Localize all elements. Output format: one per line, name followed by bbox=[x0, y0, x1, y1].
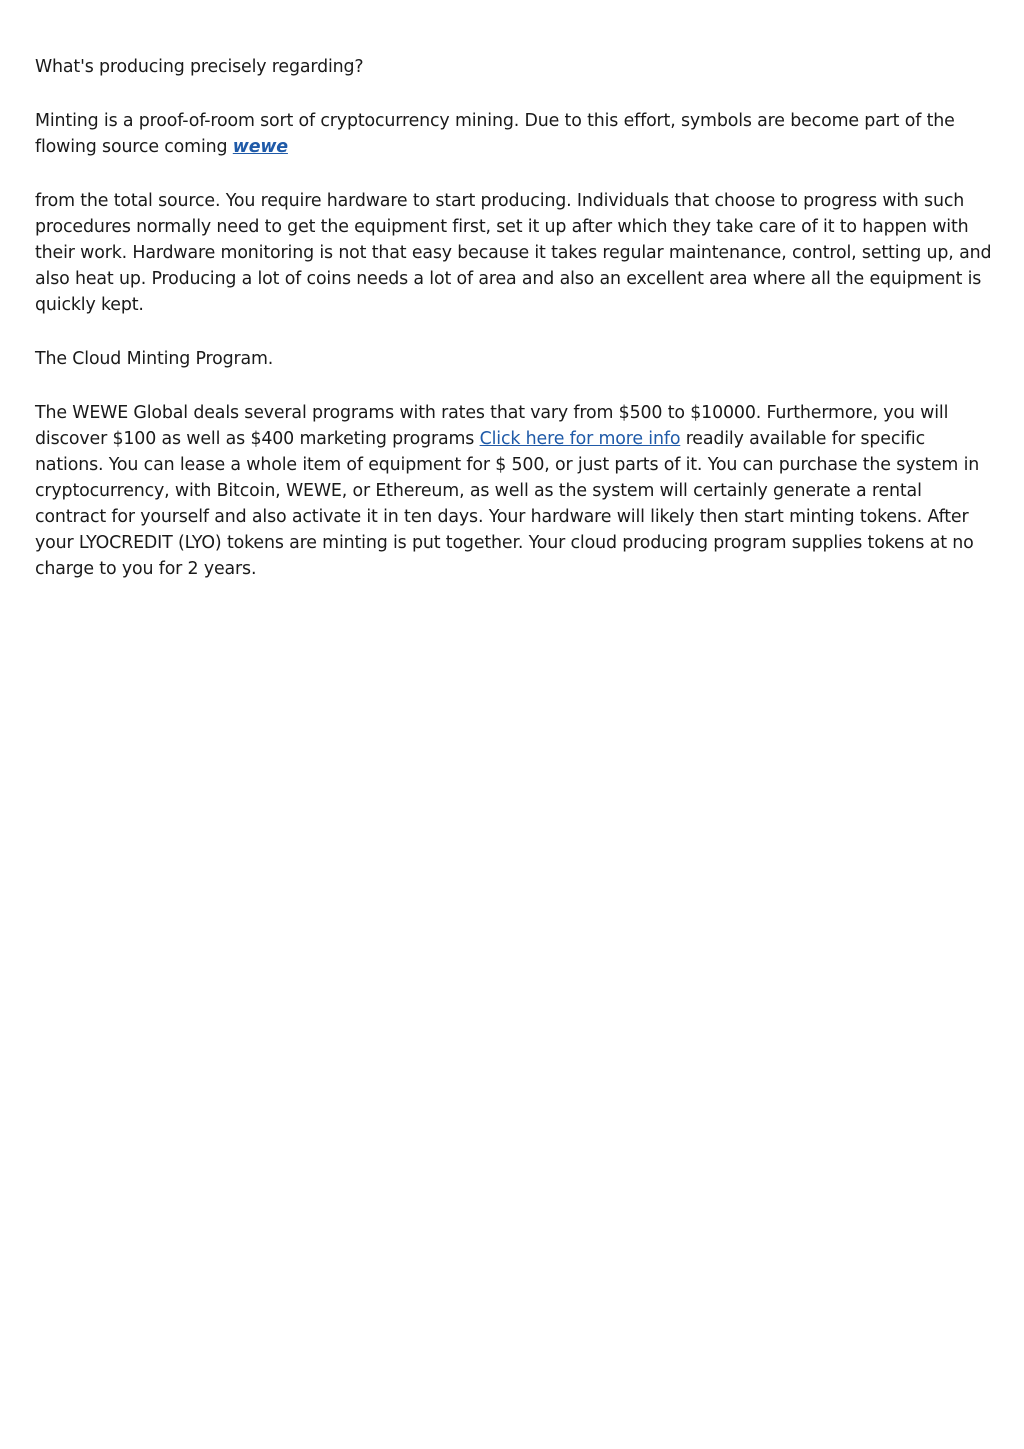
paragraph-wewe-global bbox=[35, 400, 995, 582]
wewe-link[interactable]: wewe bbox=[232, 137, 288, 157]
heading-cloud-minting-program: The Cloud Minting Program. bbox=[35, 349, 274, 369]
paragraph-wewe-global-text-after: readily available for specific nations. You can lease a whole item of equipment for $ 500, or just parts of it. You can purchase the system in cryptocurrency, with Bitcoin, WEWE, or Ethereum, as well as the system will certainly generate a rental contract for yourself and also activate it in ten days. Your hardware will likely then start minting tokens. After your LYOCREDIT (LYO) tokens are minting is put together. Your cloud producing program supplies tokens at no charge to you for 2 years. bbox=[35, 429, 980, 579]
paragraph-hardware: from the total source. You require hardware to start producing. Individuals that choose to progress with such procedures normally need to get the equipment first, set it up after which they take care of it to happen with their work. Hardware monitoring is not that easy because it takes regular maintenance, control, setting up, and also heat up. Producing a lot of coins needs a lot of area and also an excellent area where all the equipment is quickly kept. bbox=[35, 191, 992, 315]
heading-whats-producing: What's producing precisely regarding? bbox=[35, 57, 364, 77]
paragraph-minting-intro bbox=[35, 108, 995, 160]
document-page bbox=[35, 54, 995, 610]
click-here-more-info-link[interactable]: Click here for more info bbox=[479, 429, 681, 449]
paragraph-wewe-global-text-before: The WEWE Global deals several programs with rates that vary from $500 to $10000. Furthermore, you will discover $100 as well as $400 marketing programs bbox=[35, 403, 949, 449]
paragraph-minting-intro-text: Minting is a proof-of-room sort of cryptocurrency mining. Due to this effort, symbols are become part of the flowing source coming bbox=[35, 111, 955, 157]
